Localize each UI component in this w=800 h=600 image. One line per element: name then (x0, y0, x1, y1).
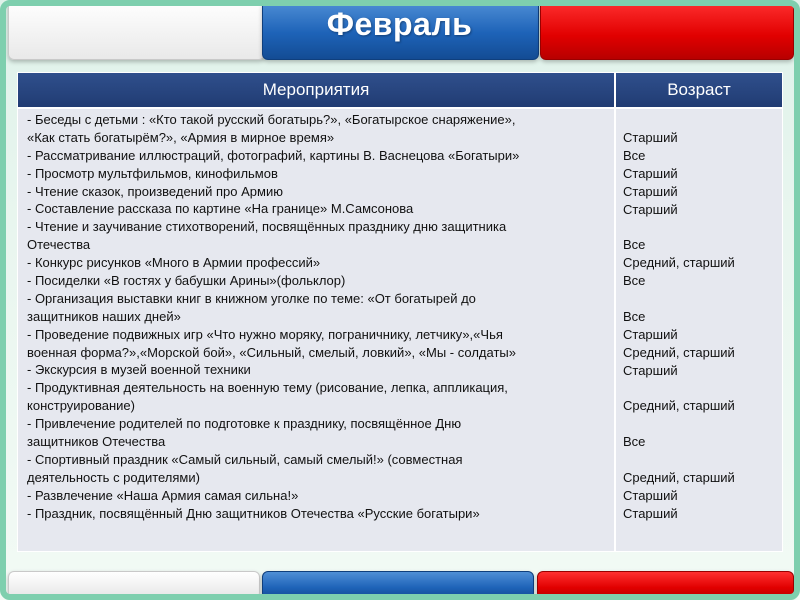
age-line: Старший (623, 362, 678, 378)
event-line: - Чтение сказок, произведений про Армию (27, 183, 283, 199)
event-line: военная форма?»,«Морской бой», «Сильный, смелый, ловкий», «Мы - солдаты» (27, 344, 516, 360)
events-cell (27, 111, 611, 522)
event-line: - Чтение и заучивание стихотворений, посвящённых празднику дню защитника (27, 219, 507, 235)
age-line (623, 290, 778, 308)
event-line: - Беседы с детьми : «Кто такой русский богатырь?», «Богатырское снаряжение», (27, 112, 516, 127)
event-line: - Развлечение «Наша Армия самая сильна!» (27, 487, 299, 503)
age-line: Старший (623, 183, 678, 199)
age-cell (623, 129, 778, 523)
flag-white-stripe-top (8, 0, 265, 60)
event-line: - Проведение подвижных игр «Что нужно моряку, пограничнику, летчику»,«Чья (27, 326, 503, 342)
event-line: - Спортивный праздник «Самый сильный, самый смелый!» (совместная (27, 451, 463, 467)
age-line: Старший (623, 201, 678, 217)
event-line: - Организация выставки книг в книжном уголке по теме: «От богатырей до (27, 290, 476, 306)
flag-red-stripe-top (540, 0, 794, 60)
age-line (623, 415, 778, 433)
event-line: - Продуктивная деятельность на военную тему (рисование, лепка, аппликация, (27, 380, 508, 396)
age-line: Все (623, 273, 646, 289)
age-line: Старший (623, 130, 678, 145)
page-title: Февраль (326, 6, 473, 42)
age-line: Все (623, 308, 646, 324)
event-line: защитников наших дней» (27, 308, 181, 324)
age-line: Все (623, 434, 646, 450)
header-events: Мероприятия (262, 80, 370, 99)
flag-white-stripe-bottom (8, 571, 260, 599)
event-line: - Конкурс рисунков «Много в Армии профессий» (27, 255, 321, 271)
age-line: Средний, старший (623, 344, 735, 360)
flag-blue-stripe-bottom (262, 571, 534, 599)
event-line: - Экскурсия в музей военной техники (27, 362, 251, 378)
events-table (17, 72, 783, 552)
event-line: - Привлечение родителей по подготовке к празднику, посвящённое Дню (27, 416, 462, 432)
event-line: «Как стать богатырём?», «Армия в мирное время» (27, 129, 335, 145)
age-line (623, 218, 778, 236)
age-line (623, 379, 778, 397)
header-divider (18, 107, 782, 109)
column-divider (614, 73, 616, 551)
event-line: - Рассматривание иллюстраций, фотографий, картины В. Васнецова «Богатыри» (27, 147, 520, 163)
event-line: деятельность с родителями) (27, 469, 200, 485)
age-line: Старший (623, 505, 678, 521)
event-line: конструирование) (27, 398, 135, 414)
event-line: защитников Отечества (27, 434, 166, 450)
age-line: Средний, старший (623, 469, 735, 485)
event-line: - Составление рассказа по картине «На границе» М.Самсонова (27, 201, 414, 217)
age-line: Средний, старший (623, 255, 735, 271)
age-line: Все (623, 147, 646, 163)
event-line: Отечества (27, 237, 91, 253)
event-line: - Посиделки «В гостях у бабушки Арины»(фольклор) (27, 273, 346, 289)
event-line: - Праздник, посвящённый Дню защитников Отечества «Русские богатыри» (27, 505, 480, 521)
header-age: Возраст (667, 80, 731, 99)
age-line: Старший (623, 326, 678, 342)
table-header (18, 73, 782, 107)
event-line: - Просмотр мультфильмов, кинофильмов (27, 165, 278, 181)
flag-red-stripe-bottom (537, 571, 794, 599)
age-line: Все (623, 237, 646, 253)
age-line: Средний, старший (623, 398, 735, 414)
age-line (623, 451, 778, 469)
age-line: Старший (623, 165, 678, 181)
age-line: Старший (623, 487, 678, 503)
